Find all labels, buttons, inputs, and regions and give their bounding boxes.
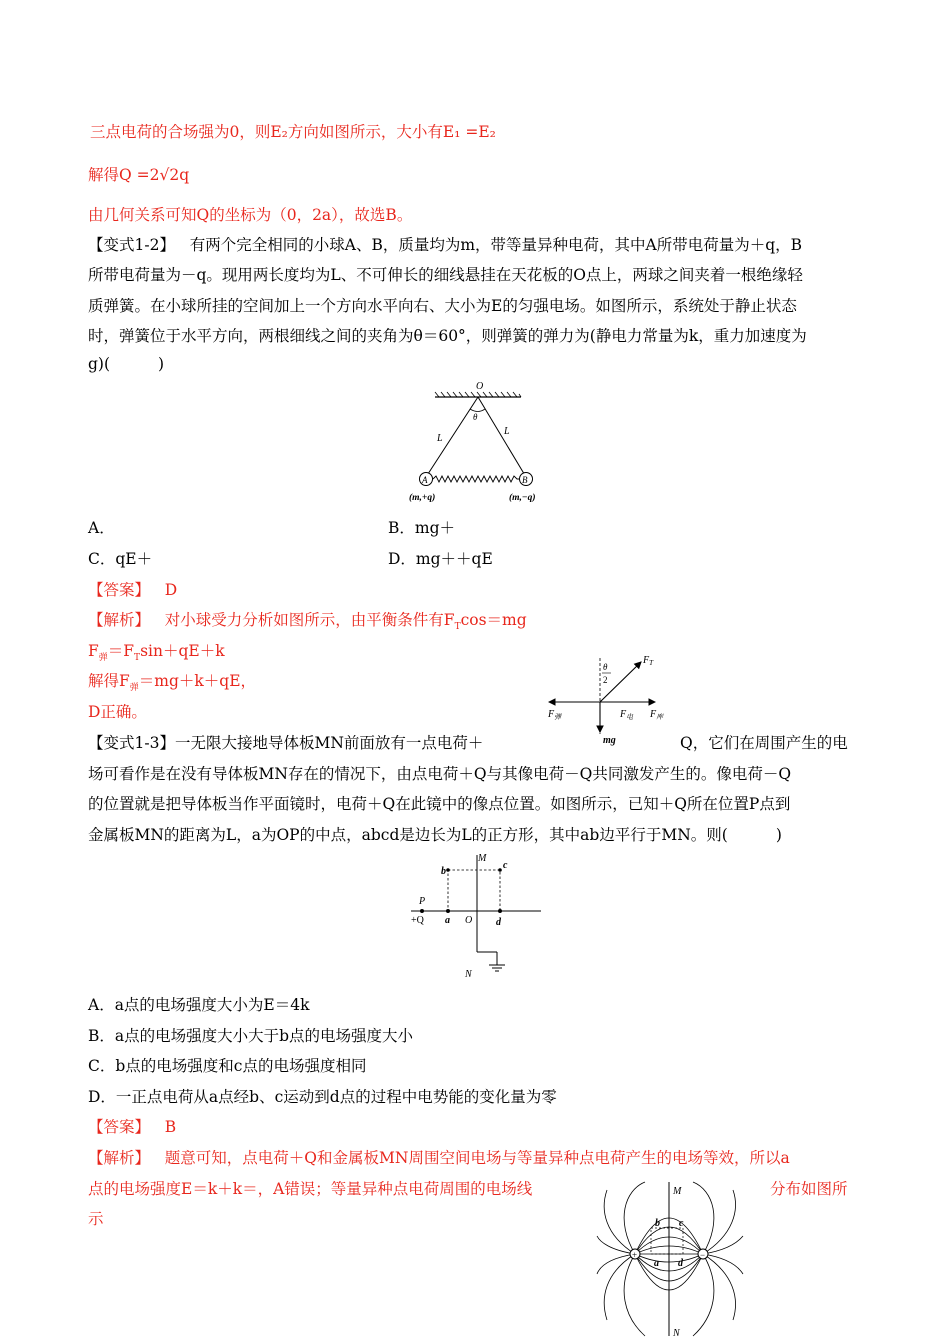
fig2-label-c: c — [679, 1218, 684, 1229]
analysis-1-3-line-1: 【解析】 题意可知，点电荷＋Q和金属板MN周围空间电场与等量异种点电荷产生的电场等效，所以a — [88, 1149, 790, 1167]
fig-positive-charge: + — [632, 1250, 638, 1260]
analysis-1-3-line-3: 示 — [88, 1210, 104, 1228]
option-b: B．mg＋ — [388, 519, 456, 537]
analysis-1-2-line-2: $F_弹=F_T\sin+qE+k$ — [88, 642, 225, 664]
force-label-ft: $F_T$ — [643, 655, 654, 667]
fig-label-n: N — [465, 969, 472, 980]
fig2-label-n: N — [673, 1328, 680, 1339]
question-1-3-line-1-end: Q，它们在周围产生的电 — [680, 734, 848, 752]
force-label-half-theta-denominator: 2 — [603, 675, 608, 685]
option-d: D．mg＋＋qE — [388, 550, 493, 568]
force-label-f-coulomb: $F_库$ — [650, 709, 664, 721]
fig-label-theta: θ — [473, 412, 478, 422]
answer-tag: 【答案】 — [88, 581, 151, 599]
fig-ball-a: A — [422, 475, 428, 485]
force-diagram-figure — [543, 650, 693, 750]
analysis-1-2-line-3: 解得$F_弹=mg+k+qE$， — [88, 672, 257, 694]
option-c: C．b点的电场强度和c点的电场强度相同 — [88, 1057, 367, 1075]
question-1-2-line-5: g)( ) — [88, 355, 165, 373]
pendulum-spring-figure — [405, 378, 555, 506]
question-1-3-line-3: 的位置就是把导体板当作平面镜时，电荷＋Q在此镜中的像点位置。如图所示，已知＋Q所在位置P点到 — [88, 795, 791, 813]
fig-label-b: b — [441, 866, 446, 877]
analysis-tag: 【解析】 — [88, 1149, 151, 1167]
fig-negative-charge: − — [700, 1250, 706, 1260]
option-d: D．一正点电荷从a点经b、c运动到d点的过程中电势能的变化量为零 — [88, 1088, 557, 1106]
question-tag: 【变式1-2】 — [88, 236, 175, 254]
question-1-2-line-4: 时，弹簧位于水平方向，两根细线之间的夹角为θ＝60°，则弹簧的弹力为(静电力常量为k，重力加速度为 — [88, 327, 807, 345]
solution-line-3: 由几何关系可知Q的坐标为（0，2a），故选B。 — [88, 206, 413, 224]
fig-label-l-right: L — [504, 426, 510, 437]
solution-line-2: 解得Q =2√2q — [88, 166, 190, 184]
solution-line-1: 三点电荷的合场强为0，则E₂方向如图所示，大小有E₁ =E₂ — [90, 123, 496, 141]
fig-label-d: d — [496, 917, 501, 928]
question-1-2-line-1 — [88, 233, 802, 255]
answer-1-3 — [88, 1115, 176, 1137]
fig2-label-m: M — [673, 1186, 682, 1197]
fig-label-ball-b-charge: (m,−q) — [509, 493, 536, 503]
question-text: 一无限大接地导体板MN前面放有一点电荷＋ — [174, 734, 484, 752]
option-c: C．qE＋ — [88, 550, 153, 568]
answer-tag: 【答案】 — [88, 1118, 151, 1136]
option-b: B．a点的电场强度大小大于b点的电场强度大小 — [88, 1027, 414, 1045]
fig-ball-b: B — [522, 475, 528, 485]
fig-label-m: M — [478, 853, 487, 864]
question-1-3-line-4: 金属板MN的距离为L，a为OP的中点，abcd是边长为L的正方形，其中ab边平行于MN。则( ) — [88, 826, 782, 844]
fig-label-plus-q: +Q — [411, 915, 424, 926]
fig-label-l-left: L — [437, 433, 443, 444]
question-tag: 【变式1-3】 — [88, 734, 175, 752]
analysis-1-2-line-1: 【解析】 对小球受力分析如图所示，由平衡条件有$F_T\cos=mg$ — [88, 611, 527, 633]
answer-value: D — [164, 581, 178, 599]
option-a: A． — [88, 519, 115, 537]
fig2-label-a: a — [654, 1258, 659, 1269]
question-1-2-line-2: 所带电荷量为－q。现用两长度均为L、不可伸长的细线悬挂在天花板的O点上，两球之间夹着一根绝缘轻 — [88, 266, 803, 284]
option-a: A．a点的电场强度大小为E＝4k — [88, 996, 310, 1014]
analysis-1-3-line-2-end: 分布如图所 — [770, 1180, 848, 1198]
analysis-tag: 【解析】 — [88, 611, 151, 629]
fig-label-o: O — [476, 381, 484, 392]
fig-label-p: P — [419, 896, 426, 907]
fig-label-ball-a-charge: (m,+q) — [409, 493, 436, 503]
question-1-3-line-1 — [88, 731, 483, 753]
fig-label-c: c — [503, 860, 508, 871]
question-1-2-line-3: 质弹簧。在小球所挂的空间加上一个方向水平向右、大小为E的匀强电场。如图所示，系统处于静止状态 — [88, 297, 797, 315]
conductor-plate-figure — [405, 850, 545, 982]
question-text: 有两个完全相同的小球A、B，质量均为m，带等量异种电荷，其中A所带电荷量为＋q，B — [189, 236, 803, 254]
fig-label-a: a — [445, 915, 450, 926]
force-label-half-theta: θ — [603, 662, 608, 672]
fig-label-o: O — [465, 915, 473, 926]
question-1-3-line-2: 场可看作是在没有导体板MN存在的情况下，由点电荷＋Q与其像电荷－Q共同激发产生的。像电荷－Q — [88, 765, 792, 783]
answer-value: B — [164, 1118, 177, 1136]
force-label-f-electric: $F_电$ — [620, 709, 634, 721]
analysis-1-3-line-2: 点的电场强度E＝k＋k＝，A错误；等量异种点电荷周围的电场线 — [88, 1180, 533, 1198]
force-label-mg: mg — [603, 735, 616, 746]
answer-1-2 — [88, 578, 177, 600]
fig2-label-d: d — [678, 1258, 683, 1269]
field-lines-figure — [595, 1180, 760, 1340]
force-label-f-spring: $F_弹$ — [548, 709, 562, 721]
analysis-1-2-line-4: D正确。 — [88, 703, 147, 721]
fig2-label-b: b — [655, 1218, 660, 1229]
